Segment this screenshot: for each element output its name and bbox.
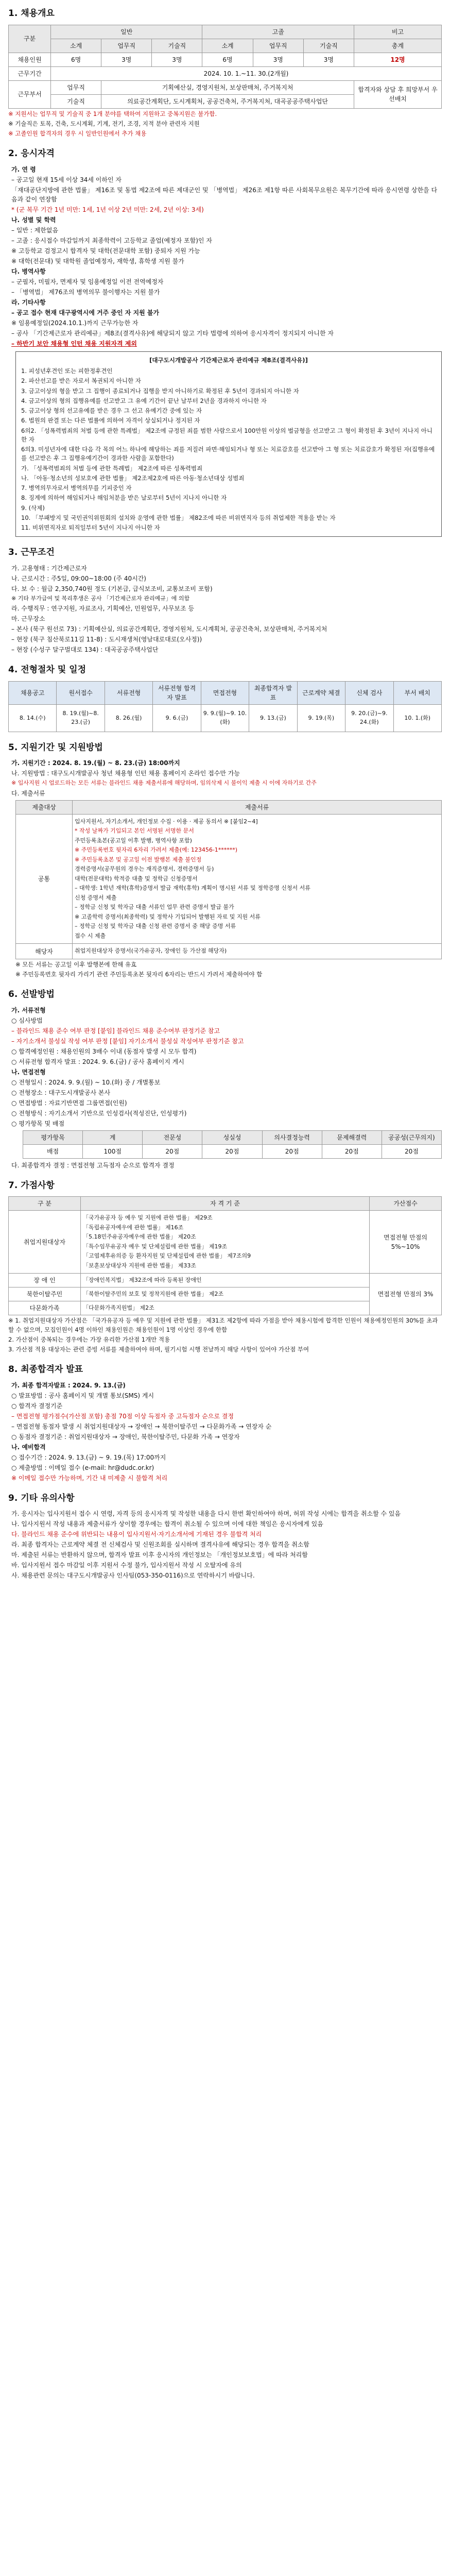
- row-label: 다문화가족: [9, 1301, 81, 1315]
- row-label: 북한이탈주민: [9, 1287, 81, 1301]
- sched-date: 9. 19.(목): [297, 704, 345, 732]
- text-line: ○ 제출방법 : 이메일 접수 (e-mail: hr@dudc.or.kr): [11, 1464, 154, 1471]
- text-line: – 「병역법」 제76조의 병역의무 불이행자는 지원 불가: [11, 288, 160, 296]
- dept-type: 업무직: [51, 80, 101, 94]
- sched-date: 9. 9.(월)~9. 10.(화): [201, 704, 249, 732]
- period-cell: 2024. 10. 1.~11. 30.(2개월): [51, 66, 442, 80]
- dept-type: 기술직: [51, 94, 101, 108]
- score-header: 문제해결력: [322, 1130, 382, 1144]
- text-line: 마. 제출된 서류는 반환하지 않으며, 합격자 발표 이후 응시자의 개인정보는 「개인정보보호법」에 따라 처리함: [11, 1551, 308, 1559]
- text-line: 다. 제출서류: [11, 789, 45, 797]
- section-title-final: 8. 최종합격자 발표: [8, 1364, 83, 1375]
- text-line: – 고졸 : 응시접수 마감일까지 최종학력이 고등학교 졸업(예정자 포함)인 자: [11, 236, 212, 244]
- text-line: 가. 지원기간 : 2024. 8. 19.(월) ~ 8. 23.(금) 18:00까지: [11, 759, 180, 767]
- text-line: ○ 심사방법: [11, 1016, 43, 1024]
- score-cell: 20점: [382, 1144, 441, 1158]
- dept-cell: 의료공간계획단, 도시계획처, 공공건축처, 주거복지처, 대곡공공주택사업단: [101, 94, 354, 108]
- sub-heading: 가. 연 령: [11, 165, 36, 173]
- text-line: 다. 최종합격자 결정 : 면접전형 고득점자 순으로 합격자 결정: [11, 1161, 175, 1169]
- criteria-cell: 「북한이탈주민의 보호 및 정착지원에 관한 법률」 제2조: [81, 1287, 370, 1301]
- th-sub: 기술직: [152, 39, 202, 53]
- text-line: ※ 이메일 접수만 가능하며, 기간 내 미제출 시 불합격 처리: [11, 1474, 168, 1482]
- sub-heading: 가. 최종 합격자발표 : 2024. 9. 13.(금): [11, 1381, 126, 1389]
- sched-header: 부서 배치: [393, 681, 442, 704]
- score-cell: 100점: [83, 1144, 143, 1158]
- score-cell: 20점: [322, 1144, 382, 1158]
- text-line: ○ 합격자 결정기준: [11, 1402, 63, 1410]
- bonus-notes: [8, 1316, 442, 1354]
- overview-notes: [8, 110, 442, 139]
- score-header: 평가항목: [23, 1130, 83, 1144]
- text-line: – 면접전형 동점자 발생 시 취업지원대상자 → 장애인 → 북한이탈주민 → 다문화가족 → 연장자 순: [11, 1422, 272, 1430]
- cell: 6명: [51, 53, 101, 66]
- text-line: – 현장 (수성구 달구벌대로 134) : 대곡공공주택사업단: [11, 646, 159, 654]
- bonus-header: 구 분: [9, 1197, 81, 1211]
- box-item: 3. 금고이상의 형을 받고 그 집행이 종료되거나 집행을 받지 아니하기로 확정된 후 5년이 경과되지 아니한 자: [21, 387, 299, 395]
- disqualification-box: [15, 351, 442, 537]
- overview-table: [8, 25, 442, 109]
- box-item: 10. 「부패방지 및 국민권익위원회의 설치와 운영에 관한 법률」 제82조에 따른 비위면직자 등의 취업제한 적용을 받는 자: [21, 514, 336, 521]
- text-line: ○ 서류전형 합격자 발표 : 2024. 9. 6.(금) / 공사 홈페이지 게시: [11, 1058, 184, 1065]
- dept-cell: 기획예산실, 경영지원처, 보상판매처, 주거복지처: [101, 80, 354, 94]
- box-item: 6의3. 미성년자에 대한 다음 각 목의 어느 하나에 해당하는 죄를 저질러 파면·해임되거나 형 또는 치료감호를 선고받아 그 형 또는 치료감호가 확정된 자(집행유예를 선고받은 후 그 집행유예기간이 경과한 사람을 포함한다): [21, 446, 435, 462]
- total-cell: 12명: [354, 53, 442, 66]
- score-header: 전문성: [143, 1130, 202, 1144]
- score-cell: 20점: [202, 1144, 262, 1158]
- text-line: ○ 접수기간 : 2024. 9. 13.(금) ~ 9. 19.(목) 17:00까지: [11, 1453, 166, 1461]
- docs-cell: 취업지원대상자 증명서(국가유공자, 장애인 등 가산점 해당자): [73, 944, 442, 959]
- sched-date: 8. 26.(월): [105, 704, 152, 732]
- box-item: 5. 금고이상 형의 선고유예를 받은 경우 그 선고 유예기간 중에 있는 자: [21, 407, 202, 414]
- box-item: 나. 「아동·청소년의 성보호에 관한 법률」 제2조제2호에 따른 아동·청소년대상 성범죄: [21, 474, 245, 482]
- section-title-bonus: 7. 가점사항: [8, 1180, 55, 1191]
- text-line: 나. 입사지원서 작성 내용과 제출서류가 상이할 경우에는 합격이 취소될 수 있으며 이에 대한 책임은 응시자에게 있음: [11, 1520, 323, 1528]
- text-line: ○ 면접방법 : 자료기반면접 그룹면접(인원): [11, 1099, 127, 1107]
- sched-header: 서류전형: [105, 681, 152, 704]
- text-line: 사. 채용관련 문의는 대구도시개발공사 인사팀(053-350-0116)으로 연락하시기 바랍니다.: [11, 1572, 255, 1580]
- text-line: – 블라인드 채용 준수 여부 판정 [붙임] 블라인드 채용 준수여부 판정기준 참고: [11, 1027, 220, 1035]
- criteria-cell: 「장애인복지법」 제32조에 따라 등록된 장애인: [81, 1274, 370, 1287]
- bonus-header: 가산점수: [370, 1197, 442, 1211]
- sub-heading: 나. 면접전형: [11, 1068, 46, 1076]
- th-sub: 업무직: [253, 39, 303, 53]
- row-label: 채용인원: [9, 53, 51, 66]
- box-title: [대구도시개발공사 기간제근로자 관리예규 제8조(결격사유)]: [149, 356, 308, 364]
- row-label: 공통: [16, 814, 73, 944]
- section-title-application: 5. 지원기간 및 지원방법: [8, 742, 103, 753]
- text-line: ○ 동점자 결정기준 : 취업지원대상자 → 장애인, 북한이탈주민, 다문화 가족 → 연장자: [11, 1433, 240, 1440]
- text-line: ※ 임용예정일(2024.10.1.)까지 근무가능한 자: [11, 319, 139, 327]
- text-line: ○ 전형장소 : 대구도시개발공사 본사: [11, 1089, 111, 1096]
- sub-heading: 나. 예비합격: [11, 1443, 46, 1451]
- text-line: ※ 기타 부가급여 및 복리후생은 공사 「기간제근로자 관리예규」에 의함: [11, 595, 190, 602]
- note: ※ 1. 취업지원대상자 가산점은 「국가유공자 등 예우 및 지원에 관한 법률」 제31조 제2항에 따라 가점을 받아 채용시험에 합격한 인원이 채용예정인원의 30%를 초과할 수 없으며, 모집인원이 4명 이하인 채용인원은 채용인원이 1명 이상인 경우에 한함: [8, 1317, 438, 1333]
- text-line: ※ 고등학교 검정고시 합격자 및 대학(전문대학 포함) 중퇴자 지원 가능: [11, 247, 200, 255]
- note: ※ 모든 서류는 공고일 이후 발행본에 한해 유효: [15, 960, 137, 968]
- cell: 3명: [101, 53, 152, 66]
- box-item: 가. 「성폭력범죄의 처벌 등에 관한 특례법」 제2조에 따른 성폭력범죄: [21, 464, 203, 472]
- notes-block: [11, 1509, 442, 1580]
- th-sub: 업무직: [101, 39, 152, 53]
- box-item: 2. 파산선고를 받은 자로서 복권되지 아니한 자: [21, 377, 141, 385]
- text-line: * (군 복무 기간 1년 미만: 1세, 1년 이상 2년 미만: 2세, 2년 이상: 3세): [11, 206, 204, 213]
- sched-date: 9. 13.(금): [249, 704, 297, 732]
- docs-cell: 입사지원서, 자기소개서, 개인정보 수집 · 이용 · 제공 동의서 ※ [붙임2~4] * 작성 날짜가 기입되고 본인 서명된 서명한 문서 주민등록초본(공고일 이후 발행, 병역사항 포함) ※ 주민등록번호 뒷자리 6자리 가려서 제출(예: 123456-1******) ※ 주민등록초본 및 공고일 이전 발행본 제출 불인정 경력증명서(공무원의 경우는 재직증명서, 경력증명서 등) 대학(전문대학) 학적증 대출 및 정학금 신청증명서 – 대학생: 1학년 재학(휴학)증명서 발급 재학(휴학) 계획이 명시된 서류 및 정학증명 신청서 서류 신청 증명서 제출 – 정학금 신청 및 학자금 대출 서류인 업무 관련 증명서 발급 불가 ※ 고졸학력 증명서(최종학력) 및 정학사 기입되어 발행된 자료 및 지원 서류 – 정학금 신청 및 학자금 대출 신청 관련 증명서 중 해당 증명 서류 접수 시 제출: [73, 814, 442, 944]
- text-line: ※ 입사지원 시 업로드하는 모든 서류는 블라인드 채용 제출서류에 해당하며, 임의삭제 시 불이익 제출 시 이에 자하기로 간주: [11, 779, 317, 787]
- row-label: 장 애 인: [9, 1274, 81, 1287]
- sched-header: 원서접수: [57, 681, 105, 704]
- box-item: 8. 징계에 의하여 해임되거나 해임처분을 받은 날로부터 5년이 지나지 아니한 자: [21, 494, 227, 502]
- box-item: 6의2. 「성폭력범죄의 처벌 등에 관한 특례법」 제2조에 규정된 죄를 범한 사람으로서 100만원 이상의 벌금형을 선고받고 그 형이 확정된 후 3년이 지나지 아니한 자: [21, 427, 432, 443]
- score-header: 의사결정능력: [262, 1130, 322, 1144]
- text-line: ※ 대학(전문대) 및 대학원 졸업예정자, 재학생, 휴학생 지원 불가: [11, 257, 184, 265]
- sched-date: 10. 1.(화): [393, 704, 442, 732]
- sub-heading: 라. 기타사항: [11, 298, 46, 306]
- text-line: 나. 지원방법 : 대구도시개발공사 청년 채용형 인턴 채용 홈페이지 온라인 접수만 가능: [11, 770, 240, 777]
- bonus-header: 자 격 기 준: [81, 1197, 370, 1211]
- box-item: 7. 병역의무자로서 병역의무를 기피중인 자: [21, 484, 132, 492]
- bonus-table: [8, 1196, 442, 1315]
- note: 3. 가산점 적용 대상자는 관련 증빙 서류를 제출하여야 하며, 필기시험 시행 전날까지 해당 사항이 있어야 가산점 부여: [8, 1346, 309, 1353]
- sched-header: 근로계약 체결: [297, 681, 345, 704]
- sched-header: 서류전형 합격자 발표: [153, 681, 201, 704]
- text-line: ○ 발표방법 : 공사 홈페이지 및 개별 통보(SMS) 게시: [11, 1392, 154, 1399]
- sched-date: 9. 6.(금): [153, 704, 201, 732]
- criteria-cell: 「다문화가족지원법」 제2조: [81, 1301, 370, 1315]
- row-label: 근무부서: [9, 80, 51, 108]
- schedule-table: [8, 681, 442, 732]
- text-line: – 하반기 보안 채용형 인턴 채용 지원자격 제외: [11, 340, 137, 347]
- text-line: – 공사 「기간제근로자 관리예규」제8조(결격사유)에 해당되지 않고 기타 법령에 의하여 응시자격이 정지되지 아니한 자: [11, 329, 334, 337]
- selection-final: [11, 1161, 442, 1170]
- box-item: 6. 법원의 판결 또는 다른 법률에 의하여 자격이 상실되거나 정지된 자: [21, 417, 200, 425]
- note: ※ 주민등록번호 뒷자리 가리기 관련 주민등록초본 뒷자리 6자리는 반드시 가려서 제출하여야 함: [15, 971, 263, 978]
- score-header: 성실성: [202, 1130, 262, 1144]
- sub-heading: 다. 병역사항: [11, 267, 46, 275]
- th-gojol: 고졸: [202, 25, 354, 39]
- cell: 3명: [152, 53, 202, 66]
- score-cell: 배점: [23, 1144, 83, 1158]
- th-sub: 소계: [51, 39, 101, 53]
- cell: 3명: [253, 53, 303, 66]
- text-line: ○ 전형방식 : 자기소개서 기반으로 인성검사(적성진단, 인성평가): [11, 1109, 187, 1117]
- section-title-notes: 9. 기타 유의사항: [8, 1493, 75, 1503]
- text-line: 가. 응시자는 입사지원서 접수 시 연령, 자격 등의 응시자격 및 작성한 내용을 다시 한번 확인하여야 하며, 허위 작성 시에는 합격을 취소할 수 있음: [11, 1510, 401, 1518]
- text-line: ○ 전형일시 : 2024. 9. 9.(월) ~ 10.(화) 중 / 개별통보: [11, 1078, 161, 1086]
- documents-table: [15, 800, 442, 959]
- text-line: – 자기소개서 불성실 작성 여부 판정 [붙임] 자기소개서 불성실 작성여부 판정기준 참고: [11, 1037, 244, 1045]
- sched-date: 8. 19.(월)~8. 23.(금): [57, 704, 105, 732]
- application-block: [11, 758, 442, 798]
- th-ilban: 일반: [51, 25, 202, 39]
- row-label: 해당자: [16, 944, 73, 959]
- text-line: – 군필자, 미필자, 면제자 및 임용예정일 이전 전역예정자: [11, 278, 164, 285]
- section-title-conditions: 3. 근무조건: [8, 547, 55, 558]
- box-item: 9. (삭제): [21, 504, 45, 512]
- note: ※ 지원서는 업무직 및 기술직 중 1개 분야를 택하여 지원하고 중복지원은 불가함.: [8, 110, 217, 117]
- cell: 6명: [202, 53, 253, 66]
- text-line: – 공고 접수 현재 대구광역시에 거주 중인 자 지원 불가: [11, 309, 160, 316]
- sched-header: 면접전형: [201, 681, 249, 704]
- note: 2. 가산점이 중복되는 경우에는 가장 유리한 가산점 1개만 적용: [8, 1335, 170, 1343]
- sched-date: 9. 20.(금)~9. 24.(화): [345, 704, 393, 732]
- documents-notes: [15, 960, 442, 979]
- sched-header: 채용공고: [9, 681, 57, 704]
- selection-block: [11, 1006, 442, 1128]
- text-line: 「재대공단지방에 관한 법률」 제16조 및 동법 제2조에 따른 제대군인 및 「병역법」 제26조 제1항 따른 사회복무요원은 복무기간에 따라 응시연령 상한을 다음과 같이 연장함: [11, 186, 438, 203]
- th-target: 제출대상: [16, 800, 73, 814]
- text-line: – 공고일 현재 15세 이상 34세 이하인 자: [11, 176, 122, 183]
- text-line: – 현장 (북구 침산북로11길 11-8) : 도시재생처(영남대로대로(오사정)): [11, 636, 202, 643]
- section-title-overview: 1. 채용개요: [8, 8, 55, 19]
- th-sub: 총계: [354, 39, 442, 53]
- text-line: 다. 보 수 : 월급 2,350,740원 정도 (기본급, 급식보조비, 교통보조비 포함): [11, 585, 213, 592]
- sched-header: 최종합격자 발표: [249, 681, 297, 704]
- sub-heading: 나. 성별 및 학력: [11, 216, 56, 224]
- text-line: – 일반 : 제한없음: [11, 226, 59, 234]
- text-line: ○ 평가항목 및 배점: [11, 1120, 65, 1127]
- note: ※ 기술직은 토목, 건축, 도시계획, 기계, 전기, 조경, 지적 분야 관련자 지원: [8, 120, 200, 127]
- section-title-selection: 6. 선발방법: [8, 989, 55, 1000]
- th-sub: 기술직: [303, 39, 354, 53]
- box-item: 1. 피성년후견인 또는 피한정후견인: [21, 367, 113, 375]
- score-cell: 20점: [262, 1144, 322, 1158]
- score-cell: 면접전형 만점의 3%: [370, 1274, 442, 1315]
- text-line: – 면접전형 평가점수(가산점 포함) 총점 70점 이상 득점자 중 고득점자 순으로 결정: [11, 1412, 234, 1420]
- section-title-eligibility: 2. 응시자격: [8, 148, 55, 159]
- text-line: 나. 근로시간 : 주5일, 09:00~18:00 (주 40시간): [11, 574, 146, 582]
- row-label: 취업지원대상자: [9, 1211, 81, 1274]
- conditions-block: [11, 564, 442, 655]
- row-label: 근무기간: [9, 66, 51, 80]
- sub-heading: 가. 서류전형: [11, 1006, 46, 1014]
- text-line: 라. 수행직무 : 연구지원, 자료조사, 기획예산, 민원업무, 사무보조 등: [11, 605, 195, 613]
- sched-date: 8. 14.(수): [9, 704, 57, 732]
- criteria-cell: 「국가유공자 등 예우 및 지원에 관한 법률」 제29조 「독립유공자예우에 관한 법률」 제16조 「5.18민주유공자예우에 관한 법률」 제20조 「특수임무유공자 예우 및 단체설립에 관한 법률」 제19조 「고엽제후유의증 등 환자지원 및 단체설립에 관한 법률」 제7조의9 「보훈보상대상자 지원에 관한 법률」 제33조: [81, 1211, 370, 1274]
- th-sub: 소계: [202, 39, 253, 53]
- box-item: 4. 금고이상의 형의 집행유예를 선고받고 그 유예 기간이 끝난 날부터 2년을 경과하지 아니한 자: [21, 397, 267, 404]
- eligibility-block: [11, 165, 442, 348]
- score-header: 계: [83, 1130, 143, 1144]
- th-bigo: 비고: [354, 25, 442, 39]
- text-line: 라. 최종 합격자는 근로계약 체결 전 신체검사 및 신원조회를 실시하며 결격사유에 해당되는 경우 합격을 취소함: [11, 1541, 309, 1549]
- score-cell: 면접전형 만점의 5%~10%: [370, 1211, 442, 1274]
- box-item: 11. 비위면직자로 퇴직일부터 5년이 지나지 아니한 자: [21, 524, 160, 531]
- dept-note: 합격자와 상담 후 희망부서 우선배치: [354, 80, 442, 108]
- text-line: – 본사 (북구 원선로 73) : 기획예산실, 의료공간계획단, 경영지원처, 도시계획처, 공공건축처, 보상판매처, 주거복지처: [11, 625, 327, 633]
- final-block: [11, 1381, 442, 1483]
- th-docs: 제출서류: [73, 800, 442, 814]
- section-title-schedule: 4. 전형절차 및 일정: [8, 665, 86, 675]
- th-gubun: 구분: [9, 25, 51, 53]
- text-line: ○ 합격예정인원 : 채용인원의 3배수 이내 (동점자 발생 시 모두 합격): [11, 1047, 197, 1055]
- text-line: 가. 고용형태 : 기간제근로자: [11, 564, 87, 572]
- score-header: 공공성(근무의지): [382, 1130, 441, 1144]
- sched-header: 신체 검사: [345, 681, 393, 704]
- text-line: 바. 입사지원서 접수 마감일 이후 지원서 수정 불가, 입사지원서 작성 시 오탈자에 유의: [11, 1562, 242, 1569]
- note: ※ 고졸인원 합격자의 경우 시 일반인원에서 추가 채용: [8, 130, 147, 137]
- cell: 3명: [303, 53, 354, 66]
- text-line: 다. 블라인드 채용 준수에 위반되는 내용이 입사지원서·자기소개서에 기재된 경우 불합격 처리: [11, 1531, 262, 1538]
- score-cell: 20점: [143, 1144, 202, 1158]
- score-table: [23, 1130, 442, 1159]
- text-line: 마. 근무장소: [11, 615, 45, 623]
